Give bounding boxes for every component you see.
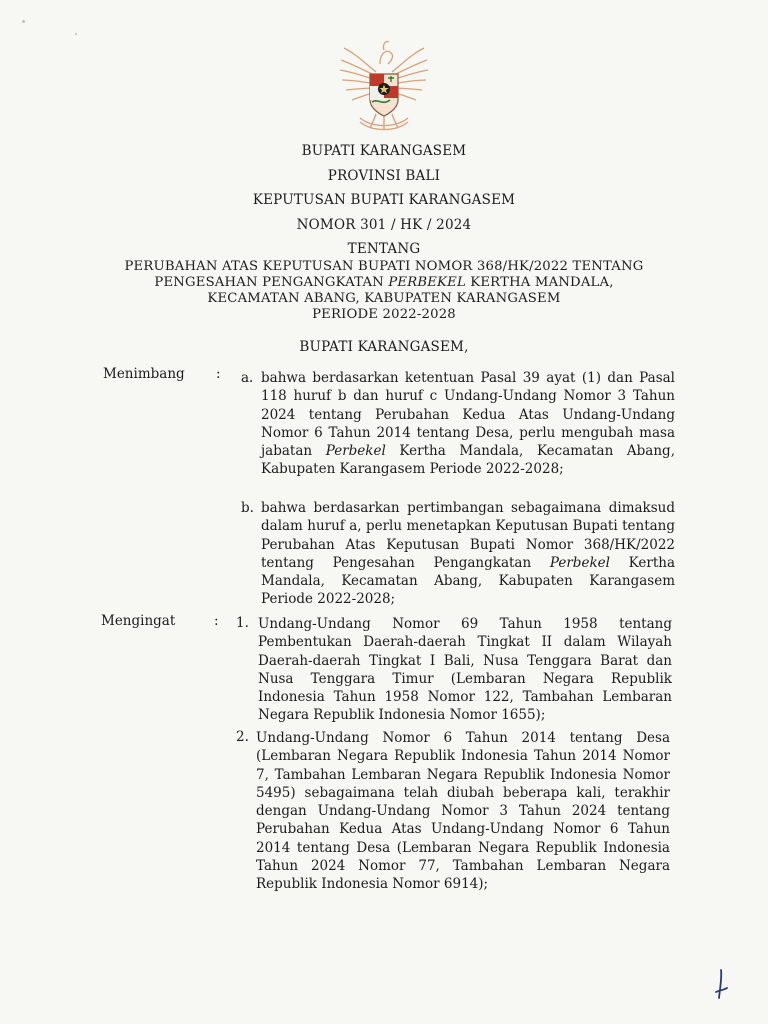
regent-title: BUPATI KARANGASEM xyxy=(301,143,467,159)
menimbang-item-b xyxy=(261,499,675,609)
scan-speck xyxy=(22,20,25,23)
mengingat-item-1: Undang-Undang Nomor 69 Tahun 1958 tentang Pembentukan Daerah-daerah Tingkat II dalam Wilayah Daerah-daerah Tingkat I Bali, Nusa Tenggara Barat dan Nusa Tenggara Timur (Lembaran Negara Republik Indonesia Tahun 1958 Nomor 122, Tambahan Lembaran Negara Republik Indonesia Nomor 1655); xyxy=(258,616,672,724)
item-text: bahwa berdasarkan pertimbangan sebagaimana dimaksud dalam huruf a, perlu menetapkan Keputusan Bupati tentang Perubahan Atas Keputusan Bupati Nomor 368/HK/2022 tentang Pengesahan Pengangkatan xyxy=(261,500,675,571)
subject-line: KECAMATAN ABANG, KABUPATEN KARANGASEM xyxy=(207,291,561,306)
decree-title: KEPUTUSAN BUPATI KARANGASEM xyxy=(252,192,516,208)
tentang-label: TENTANG xyxy=(347,241,421,257)
subject-text: KERTHA MANDALA, xyxy=(465,275,614,290)
subject-line: PERUBAHAN ATAS KEPUTUSAN BUPATI NOMOR 368/HK/2022 TENTANG xyxy=(124,259,644,274)
issuer-line: BUPATI KARANGASEM, xyxy=(299,339,469,355)
item-marker: b. xyxy=(241,500,254,516)
menimbang-colon: : xyxy=(216,366,221,382)
menimbang-label: Menimbang xyxy=(103,366,185,382)
subject-text: PENGESAHAN PENGANGKATAN xyxy=(154,275,389,290)
subject-line: PERIODE 2022-2028 xyxy=(312,307,456,322)
item-italic: Perbekel xyxy=(549,554,610,571)
garuda-emblem-icon xyxy=(336,34,432,134)
subject-line xyxy=(60,275,708,291)
province-title: PROVINSI BALI xyxy=(327,167,441,184)
decree-number: NOMOR 301 / HK / 2024 xyxy=(296,216,472,233)
item-italic: Perbekel xyxy=(325,443,386,460)
item-marker: 1. xyxy=(236,615,249,631)
subject-italic: PERBEKEL xyxy=(388,275,466,290)
item-marker: a. xyxy=(241,370,254,386)
mengingat-label: Mengingat xyxy=(101,613,176,629)
mengingat-item-2: Undang-Undang Nomor 6 Tahun 2014 tentang Desa (Lembaran Negara Republik Indonesia Tahun 2014 Nomor 7, Tambahan Lembaran Negara Republik Indonesia Nomor 5495) sebagaimana telah diubah beberapa kali, terakhir dengan Undang-Undang Nomor 3 Tahun 2024 tentang Perubahan Kedua Atas Undang-Undang Nomor 6 Tahun 2014 tentang Desa (Lembaran Negara Republik Indonesia Tahun 2024 Nomor 77, Tambahan Lembaran Negara Republik Indonesia Nomor 6914); xyxy=(256,730,670,893)
mengingat-colon: : xyxy=(214,613,219,629)
item-text: Kertha Mandala, Kecamatan Abang, Kabupaten Karangasem Periode 2022-2028; xyxy=(261,443,675,478)
document-header xyxy=(60,143,708,266)
paraf-initial-icon xyxy=(712,968,732,1002)
item-text: bahwa berdasarkan ketentuan Pasal 39 ayat (1) dan Pasal 118 huruf b dan huruf c Undang-Undang Nomor 3 Tahun 2024 tentang Perubahan Kedua Atas Undang-Undang Nomor 6 Tahun 2014 tentang Desa, perlu mengubah masa jabatan xyxy=(261,370,675,460)
item-text: Kertha Mandala, Kecamatan Abang, Kabupaten Karangasem Periode 2022-2028; xyxy=(261,554,675,608)
item-marker: 2. xyxy=(236,729,249,745)
decree-subject xyxy=(60,259,708,323)
menimbang-item-a xyxy=(261,369,675,479)
scan-speck xyxy=(75,33,77,35)
